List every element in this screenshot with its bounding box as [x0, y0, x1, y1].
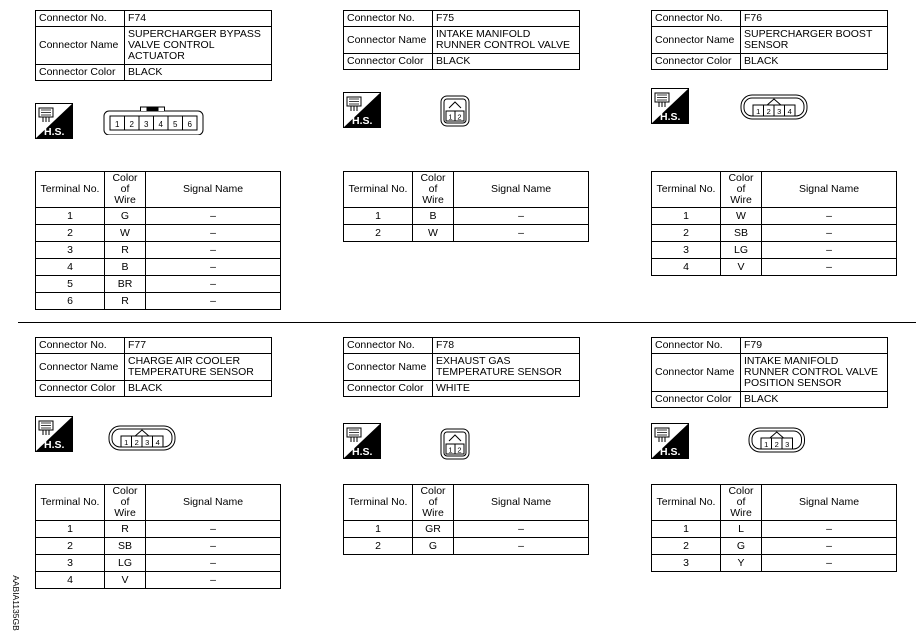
terminal-no-cell: 1	[344, 521, 413, 538]
connector-name-line: SUPERCHARGER BOOST	[744, 28, 873, 40]
pin-label: 3	[777, 107, 782, 116]
pin-label: 1	[448, 445, 453, 455]
connector-name-label: Connector Name	[36, 354, 125, 381]
connector-color-label: Connector Color	[36, 65, 125, 81]
connector-no-value: F76	[741, 11, 888, 27]
signal-name-cell: –	[146, 555, 281, 572]
pin-label: 2	[457, 112, 462, 122]
terminal-no-header: Terminal No.	[36, 485, 105, 521]
color-of-wire-line: Color of	[420, 172, 446, 195]
connector-face-F74	[103, 105, 204, 135]
connector-name-line: TEMPERATURE SENSOR	[436, 366, 562, 378]
hs-label: H.S.	[660, 111, 681, 123]
wire-color-cell: W	[721, 208, 762, 225]
terminal-no-cell: 1	[36, 521, 105, 538]
signal-name-cell: –	[146, 242, 281, 259]
connector-name-value	[741, 354, 888, 392]
table-row	[652, 208, 897, 225]
connector-color-value: BLACK	[433, 54, 580, 70]
terminal-header-row	[36, 172, 281, 208]
connector-no-row	[36, 338, 272, 354]
connector-name-value	[433, 27, 580, 54]
wire-color-cell: G	[413, 538, 454, 555]
terminal-no-cell: 4	[36, 572, 105, 589]
pin-label: 4	[158, 120, 163, 129]
connector-no-label: Connector No.	[36, 338, 125, 354]
connector-color-value: BLACK	[125, 65, 272, 81]
wire-color-cell: GR	[413, 521, 454, 538]
wire-color-cell: B	[413, 208, 454, 225]
connector-color-row	[652, 392, 888, 408]
connector-color-row	[36, 65, 272, 81]
connector-info-table	[343, 10, 580, 70]
pin-label: 2	[134, 438, 139, 447]
signal-name-cell: –	[454, 538, 589, 555]
table-row	[36, 555, 281, 572]
color-of-wire-line: Wire	[114, 507, 136, 519]
signal-name-cell: –	[146, 225, 281, 242]
color-of-wire-line: Color of	[420, 485, 446, 508]
table-row	[652, 555, 897, 572]
connector-name-line: ACTUATOR	[128, 50, 185, 62]
terminal-header-row	[652, 172, 897, 208]
harness-side-icon	[343, 423, 381, 459]
signal-name-cell: –	[762, 555, 897, 572]
terminal-header-row	[344, 485, 589, 521]
table-row	[36, 259, 281, 276]
pin-label: 1	[124, 438, 129, 447]
hs-label: H.S.	[44, 439, 65, 451]
signal-name-header: Signal Name	[146, 485, 281, 521]
connector-name-line: EXHAUST GAS	[436, 355, 511, 367]
terminal-no-cell: 3	[36, 555, 105, 572]
connector-name-line: SUPERCHARGER BYPASS	[128, 28, 261, 40]
terminal-table	[651, 171, 897, 276]
pin-label: 3	[145, 438, 150, 447]
terminal-header-row	[36, 485, 281, 521]
connector-name-line: RUNNER CONTROL VALVE	[744, 366, 878, 378]
connector-no-row	[652, 11, 888, 27]
color-of-wire-header	[105, 485, 146, 521]
terminal-table	[651, 484, 897, 572]
signal-name-header: Signal Name	[454, 485, 589, 521]
signal-name-cell: –	[762, 225, 897, 242]
terminal-no-cell: 1	[344, 208, 413, 225]
wire-color-cell: R	[105, 293, 146, 310]
connector-name-value	[125, 354, 272, 381]
signal-name-cell: –	[762, 208, 897, 225]
table-row	[36, 242, 281, 259]
section-divider	[18, 322, 916, 323]
connector-no-row	[36, 11, 272, 27]
terminal-no-cell: 3	[36, 242, 105, 259]
connector-color-row	[344, 54, 580, 70]
harness-side-icon	[35, 416, 73, 452]
connector-info-table	[651, 337, 888, 408]
connector-no-value: F79	[741, 338, 888, 354]
figure-code: AABIA1135GB	[10, 575, 21, 631]
wire-color-cell: W	[413, 225, 454, 242]
signal-name-cell: –	[146, 538, 281, 555]
color-of-wire-line: Wire	[730, 194, 752, 206]
connector-name-label: Connector Name	[344, 27, 433, 54]
connector-color-row	[344, 381, 580, 397]
pin-label: 3	[785, 440, 790, 449]
connector-face-F78	[440, 428, 470, 460]
wire-color-cell: G	[721, 538, 762, 555]
wire-color-cell: L	[721, 521, 762, 538]
signal-name-header: Signal Name	[146, 172, 281, 208]
terminal-header-row	[652, 485, 897, 521]
wire-color-cell: BR	[105, 276, 146, 293]
wire-color-cell: Y	[721, 555, 762, 572]
connector-face-F76	[740, 94, 808, 120]
connector-info-table	[343, 337, 580, 397]
connector-no-label: Connector No.	[36, 11, 125, 27]
color-of-wire-line: Wire	[422, 507, 444, 519]
connector-name-line: INTAKE MANIFOLD	[744, 355, 839, 367]
connector-name-row	[36, 354, 272, 381]
color-of-wire-line: Color of	[728, 172, 754, 195]
connector-color-label: Connector Color	[36, 381, 125, 397]
color-of-wire-line: Color of	[728, 485, 754, 508]
signal-name-cell: –	[146, 293, 281, 310]
signal-name-cell: –	[146, 208, 281, 225]
connector-info-table	[35, 10, 272, 81]
pin-label: 4	[155, 438, 160, 447]
connector-name-line: POSITION SENSOR	[744, 377, 842, 389]
table-row	[36, 293, 281, 310]
connector-name-line: VALVE CONTROL	[128, 39, 215, 51]
connector-name-label: Connector Name	[36, 27, 125, 65]
terminal-no-cell: 1	[652, 521, 721, 538]
connector-name-line: RUNNER CONTROL VALVE	[436, 39, 570, 51]
color-of-wire-line: Wire	[730, 507, 752, 519]
connector-color-value: BLACK	[741, 54, 888, 70]
pin-label: 4	[787, 107, 792, 116]
terminal-no-cell: 1	[36, 208, 105, 225]
signal-name-cell: –	[762, 538, 897, 555]
connector-info-table	[651, 10, 888, 70]
table-row	[652, 242, 897, 259]
harness-side-icon	[651, 88, 689, 124]
connector-block-F76	[651, 10, 888, 70]
table-row	[36, 572, 281, 589]
connector-block-F78	[343, 337, 580, 397]
connector-name-value	[125, 27, 272, 65]
connector-name-line: CHARGE AIR COOLER	[128, 355, 241, 367]
table-row	[344, 225, 589, 242]
wire-color-cell: SB	[721, 225, 762, 242]
connector-no-value: F74	[125, 11, 272, 27]
wire-color-cell: W	[105, 225, 146, 242]
harness-side-icon	[35, 103, 73, 139]
terminal-no-cell: 2	[344, 225, 413, 242]
terminal-no-cell: 4	[36, 259, 105, 276]
pin-label: 1	[115, 120, 120, 129]
table-row	[36, 276, 281, 293]
pin-label: 1	[448, 112, 453, 122]
color-of-wire-header	[413, 172, 454, 208]
connector-no-value: F78	[433, 338, 580, 354]
terminal-no-cell: 2	[36, 538, 105, 555]
connector-name-line: SENSOR	[744, 39, 789, 51]
pin-label: 2	[774, 440, 779, 449]
terminal-no-header: Terminal No.	[36, 172, 105, 208]
harness-side-icon	[651, 423, 689, 459]
table-row	[36, 521, 281, 538]
pin-label: 2	[766, 107, 771, 116]
connector-block-F79	[651, 337, 888, 408]
table-row	[344, 208, 589, 225]
terminal-no-cell: 2	[652, 225, 721, 242]
connector-name-line: INTAKE MANIFOLD	[436, 28, 531, 40]
connector-name-label: Connector Name	[344, 354, 433, 381]
connector-name-row	[344, 354, 580, 381]
signal-name-cell: –	[762, 259, 897, 276]
pin-label: 6	[187, 120, 192, 129]
signal-name-cell: –	[454, 521, 589, 538]
color-of-wire-line: Wire	[114, 194, 136, 206]
connector-name-label: Connector Name	[652, 27, 741, 54]
wire-color-cell: V	[105, 572, 146, 589]
connector-color-row	[36, 381, 272, 397]
signal-name-cell: –	[146, 521, 281, 538]
hs-label: H.S.	[352, 446, 373, 458]
connector-name-value	[741, 27, 888, 54]
pin-label: 2	[457, 445, 462, 455]
connector-name-row	[36, 27, 272, 65]
table-row	[36, 208, 281, 225]
connector-no-label: Connector No.	[344, 338, 433, 354]
terminal-no-header: Terminal No.	[652, 172, 721, 208]
wire-color-cell: R	[105, 521, 146, 538]
signal-name-cell: –	[762, 521, 897, 538]
connector-color-label: Connector Color	[344, 381, 433, 397]
pin-label: 3	[144, 120, 149, 129]
connector-name-row	[344, 27, 580, 54]
signal-name-cell: –	[762, 242, 897, 259]
wire-color-cell: R	[105, 242, 146, 259]
terminal-no-cell: 5	[36, 276, 105, 293]
connector-block-F77	[35, 337, 272, 397]
connector-no-row	[344, 11, 580, 27]
pin-label: 1	[764, 440, 769, 449]
signal-name-cell: –	[146, 572, 281, 589]
harness-side-icon	[343, 92, 381, 128]
connector-info-table	[35, 337, 272, 397]
wire-color-cell: G	[105, 208, 146, 225]
connector-color-value: BLACK	[741, 392, 888, 408]
terminal-no-cell: 2	[36, 225, 105, 242]
terminal-no-header: Terminal No.	[344, 485, 413, 521]
connector-name-value	[433, 354, 580, 381]
wire-color-cell: V	[721, 259, 762, 276]
table-row	[344, 521, 589, 538]
signal-name-header: Signal Name	[762, 172, 897, 208]
wire-color-cell: LG	[105, 555, 146, 572]
hs-label: H.S.	[352, 115, 373, 127]
pin-label: 1	[756, 107, 761, 116]
hs-label: H.S.	[660, 446, 681, 458]
table-row	[652, 225, 897, 242]
signal-name-cell: –	[146, 259, 281, 276]
color-of-wire-header	[105, 172, 146, 208]
signal-name-header: Signal Name	[454, 172, 589, 208]
connector-face-F75	[440, 95, 470, 127]
terminal-no-cell: 3	[652, 555, 721, 572]
color-of-wire-header	[721, 172, 762, 208]
connector-name-label: Connector Name	[652, 354, 741, 392]
connector-no-row	[652, 338, 888, 354]
connector-color-value: WHITE	[433, 381, 580, 397]
terminal-no-cell: 6	[36, 293, 105, 310]
connector-no-value: F75	[433, 11, 580, 27]
wire-color-cell: LG	[721, 242, 762, 259]
signal-name-header: Signal Name	[762, 485, 897, 521]
pin-label: 2	[129, 120, 134, 129]
terminal-no-cell: 1	[652, 208, 721, 225]
table-row	[36, 538, 281, 555]
signal-name-cell: –	[454, 225, 589, 242]
signal-name-cell: –	[454, 208, 589, 225]
connector-no-value: F77	[125, 338, 272, 354]
connector-face-F79	[748, 427, 806, 453]
connector-color-value: BLACK	[125, 381, 272, 397]
wire-color-cell: B	[105, 259, 146, 276]
connector-block-F75	[343, 10, 580, 70]
connector-face-F77	[108, 425, 176, 451]
table-row	[36, 225, 281, 242]
color-of-wire-header	[721, 485, 762, 521]
table-row	[652, 259, 897, 276]
terminal-table	[343, 171, 589, 242]
connector-name-row	[652, 27, 888, 54]
hs-label: H.S.	[44, 126, 65, 138]
terminal-no-header: Terminal No.	[344, 172, 413, 208]
connector-no-label: Connector No.	[344, 11, 433, 27]
table-row	[652, 538, 897, 555]
signal-name-cell: –	[146, 276, 281, 293]
connector-color-label: Connector Color	[344, 54, 433, 70]
connector-color-row	[652, 54, 888, 70]
connector-no-label: Connector No.	[652, 338, 741, 354]
connector-name-line: TEMPERATURE SENSOR	[128, 366, 254, 378]
terminal-no-header: Terminal No.	[652, 485, 721, 521]
connector-name-row	[652, 354, 888, 392]
wire-color-cell: SB	[105, 538, 146, 555]
table-row	[652, 521, 897, 538]
table-row	[344, 538, 589, 555]
terminal-header-row	[344, 172, 589, 208]
connector-no-row	[344, 338, 580, 354]
terminal-table	[35, 171, 281, 310]
terminal-no-cell: 3	[652, 242, 721, 259]
pin-label: 5	[173, 120, 178, 129]
connector-color-label: Connector Color	[652, 54, 741, 70]
terminal-table	[35, 484, 281, 589]
terminal-table	[343, 484, 589, 555]
connector-block-F74	[35, 10, 272, 81]
connector-no-label: Connector No.	[652, 11, 741, 27]
terminal-no-cell: 2	[652, 538, 721, 555]
color-of-wire-header	[413, 485, 454, 521]
connector-color-label: Connector Color	[652, 392, 741, 408]
terminal-no-cell: 2	[344, 538, 413, 555]
terminal-no-cell: 4	[652, 259, 721, 276]
color-of-wire-line: Wire	[422, 194, 444, 206]
color-of-wire-line: Color of	[112, 172, 138, 195]
color-of-wire-line: Color of	[112, 485, 138, 508]
